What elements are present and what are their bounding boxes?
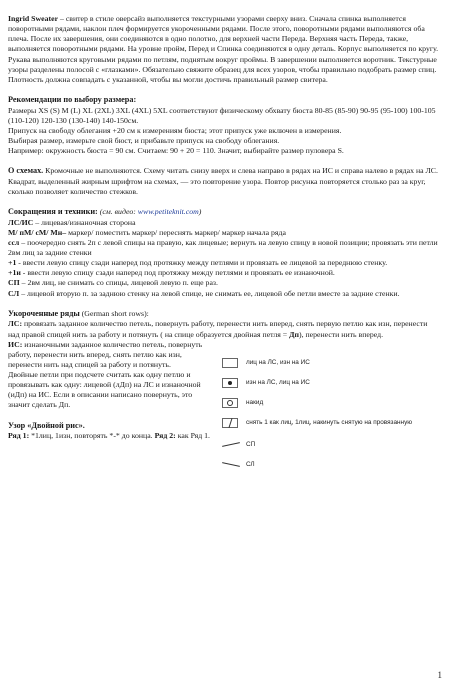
- legend-label: изн на ЛС, лиц на ИС: [246, 378, 310, 386]
- intro-text: – свитер в стиле оверсайз выполняется текстурными узорами сверху вниз. Сначала спинка выполняется поворотными рядами, наклон плеч формируется укороченными рядами. После этого, поворотными рядами выполняются оба плеча. После их завершения, они соединяются в одно полотно, для верхней части Переда. Верхняя часть Переда, также, выполняется поворотными рядами. На уровне пройм, Перед и Спинка соединяются в одну деталь. Корпус выполняется по кругу. Рукава выполняются круговыми рядами по петлям, поднятым вокруг проймы. В завершении выполняется воротник. Текстурные узоры разделены полосой с «глазками». Обязательно свяжите образец для всех узоров, чтобы правильно подобрать размер спиц. Плотность должна совпадать с указанной, чтобы вы могли достичь правильный размер свитера.: [8, 14, 439, 84]
- is-term: ИС:: [8, 339, 23, 349]
- schemes-heading: О схемах.: [8, 166, 44, 176]
- abbr-term: М/ пМ/ сМ/ Мн–: [8, 227, 67, 237]
- double-moss-heading: Узор «Двойной рис».: [8, 420, 85, 430]
- abbr-desc: – поочередно снять 2п с левой спицы на правую, как лицевые; вернуть на левую спицу в новой позиции; провязать эти петли 2вм лиц за задние стенки: [8, 237, 438, 258]
- legend-row: [222, 398, 452, 410]
- abbr-item: [8, 278, 440, 288]
- short-rows-is: [8, 340, 204, 370]
- legend-row: [222, 378, 452, 390]
- knit-symbol-icon: [222, 358, 238, 368]
- abbr-term: ЛС/ИС: [8, 217, 34, 227]
- intro-paragraph: [8, 14, 440, 85]
- sp-symbol-icon: [222, 442, 240, 447]
- row2-label: Ряд 2:: [154, 431, 176, 441]
- page-number: 1: [437, 670, 442, 681]
- size-heading: Рекомендации по выбору размера:: [8, 94, 137, 104]
- short-rows-heading: Укороченные ряды: [8, 308, 80, 318]
- abbr-term: ссл: [8, 237, 20, 247]
- abbr-item: [8, 238, 440, 258]
- ls-text: провязать заданное количество петель, повернуть работу, перенести нить вперед, снять первую петлю как изн, перенести над правой спицей нить за работу и потянуть ( на спице образуется двойная петля =: [8, 319, 428, 339]
- sl-symbol-icon: [222, 462, 240, 467]
- legend-row: [222, 418, 452, 430]
- abbr-desc: – лицевая/изнаночная сторона: [33, 217, 136, 227]
- legend-label: лиц на ЛС, изн на ИС: [246, 358, 310, 366]
- short-rows-double-stitch: Двойные петли при подсчете считать как одну петлю и провязывать как одну: лицевой (лДп) на ЛС и изнаночной (иДп) на ИС. Если в описании написано повернуть, это значит сделать Дп.: [8, 370, 201, 410]
- row1-label: Ряд 1:: [8, 431, 30, 441]
- abbr-term: СП: [8, 278, 20, 288]
- purl-symbol-icon: [222, 378, 238, 388]
- pattern-title: Ingrid Sweater: [8, 14, 59, 23]
- size-text-2: Припуск на свободу облегания +20 см к измерениям бюста; этот припуск уже включен в измерения.: [8, 125, 342, 135]
- abbr-item: [8, 268, 440, 278]
- abbr-term: СЛ: [8, 288, 20, 298]
- video-prefix: (см. видео:: [97, 207, 138, 217]
- abbr-item: [8, 258, 440, 268]
- legend-label: накид: [246, 398, 264, 406]
- video-suffix: ): [198, 207, 202, 217]
- row2-text: как Ряд 1.: [175, 431, 210, 441]
- schemes-text: Кромочные не выполняются. Схему читать снизу вверх и слева направо в рядах на ИС и справа налево в рядах на ЛС. Квадрат, выделенный жирным шрифтом на схемах, — это повторение узора. Повтор рисунка повторяется столько раз за круг, сколько позволяет количество стежков.: [8, 166, 438, 196]
- abbr-item: [8, 289, 440, 299]
- legend-label: СЛ: [246, 460, 255, 468]
- abbr-desc: - ввести левую спицу сзади наперед под протяжку между петлями и провязать ее изнаночной.: [20, 268, 335, 278]
- abbr-desc: - ввести левую спицу сзади наперед под протяжку между петлями и провязать ее лицевой за переднюю стенку.: [16, 258, 388, 268]
- legend-row: [222, 460, 452, 472]
- ls-end: ), перенести нить вперед.: [299, 329, 384, 339]
- short-rows-ls: [8, 319, 440, 339]
- size-text-4: Например: окружность бюста = 90 см. Считаем: 90 + 20 = 110. Значит, выбирайте размер пуловера S.: [8, 146, 344, 156]
- size-text-1: Размеры XS (S) M (L) XL (2XL) 3XL (4XL) 5XL соответствуют физическому обхвату бюста 80-85 (85-90) 90-95 (95-100) 100-105 (110-120) 120-130 (130-140) 140-150см.: [8, 105, 436, 125]
- legend-label: СП: [246, 440, 256, 448]
- abbr-term: +1и: [8, 268, 21, 278]
- short-rows-heading-suffix: (German short rows):: [79, 308, 149, 318]
- schemes-section: [8, 166, 440, 197]
- abbreviations-section: [8, 207, 440, 299]
- legend-label: снять 1 как лиц, 1лиц, накинуть снятую на провязанную: [246, 418, 413, 426]
- legend-row: [222, 358, 452, 370]
- size-section: [8, 95, 440, 156]
- abbr-term: +1: [8, 258, 17, 268]
- legend-row: [222, 440, 452, 452]
- abbr-desc: – 2вм лиц, не снимать со спицы, лицевой левую п. еще раз.: [19, 278, 218, 288]
- abbr-item: [8, 218, 440, 228]
- abbr-desc: – лицевой вторую п. за заднюю стенку на левой спице, не снимать ее, лицевой обе петли вместе за задние стенки.: [19, 288, 400, 298]
- abbreviations-heading: Сокращения и техники:: [8, 207, 98, 217]
- abbr-item: [8, 228, 440, 238]
- ls-dp: Дп: [289, 329, 299, 339]
- slip-symbol-icon: [222, 418, 238, 428]
- abbr-desc: маркер/ поместить маркер/ переснять маркер/ маркер начала ряда: [66, 227, 286, 237]
- is-text: изнаночными заданное количество петель, повернуть работу, перенести нить вперед, снять петлю как изн, перенести нить над спицей за работу и потянуть.: [8, 339, 203, 369]
- row1-text: *1лиц, 1изн, повторять *-* до конца.: [29, 431, 155, 441]
- short-rows-left-column: [8, 340, 204, 411]
- size-text-3: Выбирая размер, измерьте свой бюст, и прибавьте припуск на свободу облегания.: [8, 135, 280, 145]
- ls-term: ЛС:: [8, 319, 23, 329]
- yarn-over-symbol-icon: [222, 398, 238, 408]
- document-page: [8, 14, 440, 468]
- video-link[interactable]: www.petiteknit.com: [137, 207, 199, 217]
